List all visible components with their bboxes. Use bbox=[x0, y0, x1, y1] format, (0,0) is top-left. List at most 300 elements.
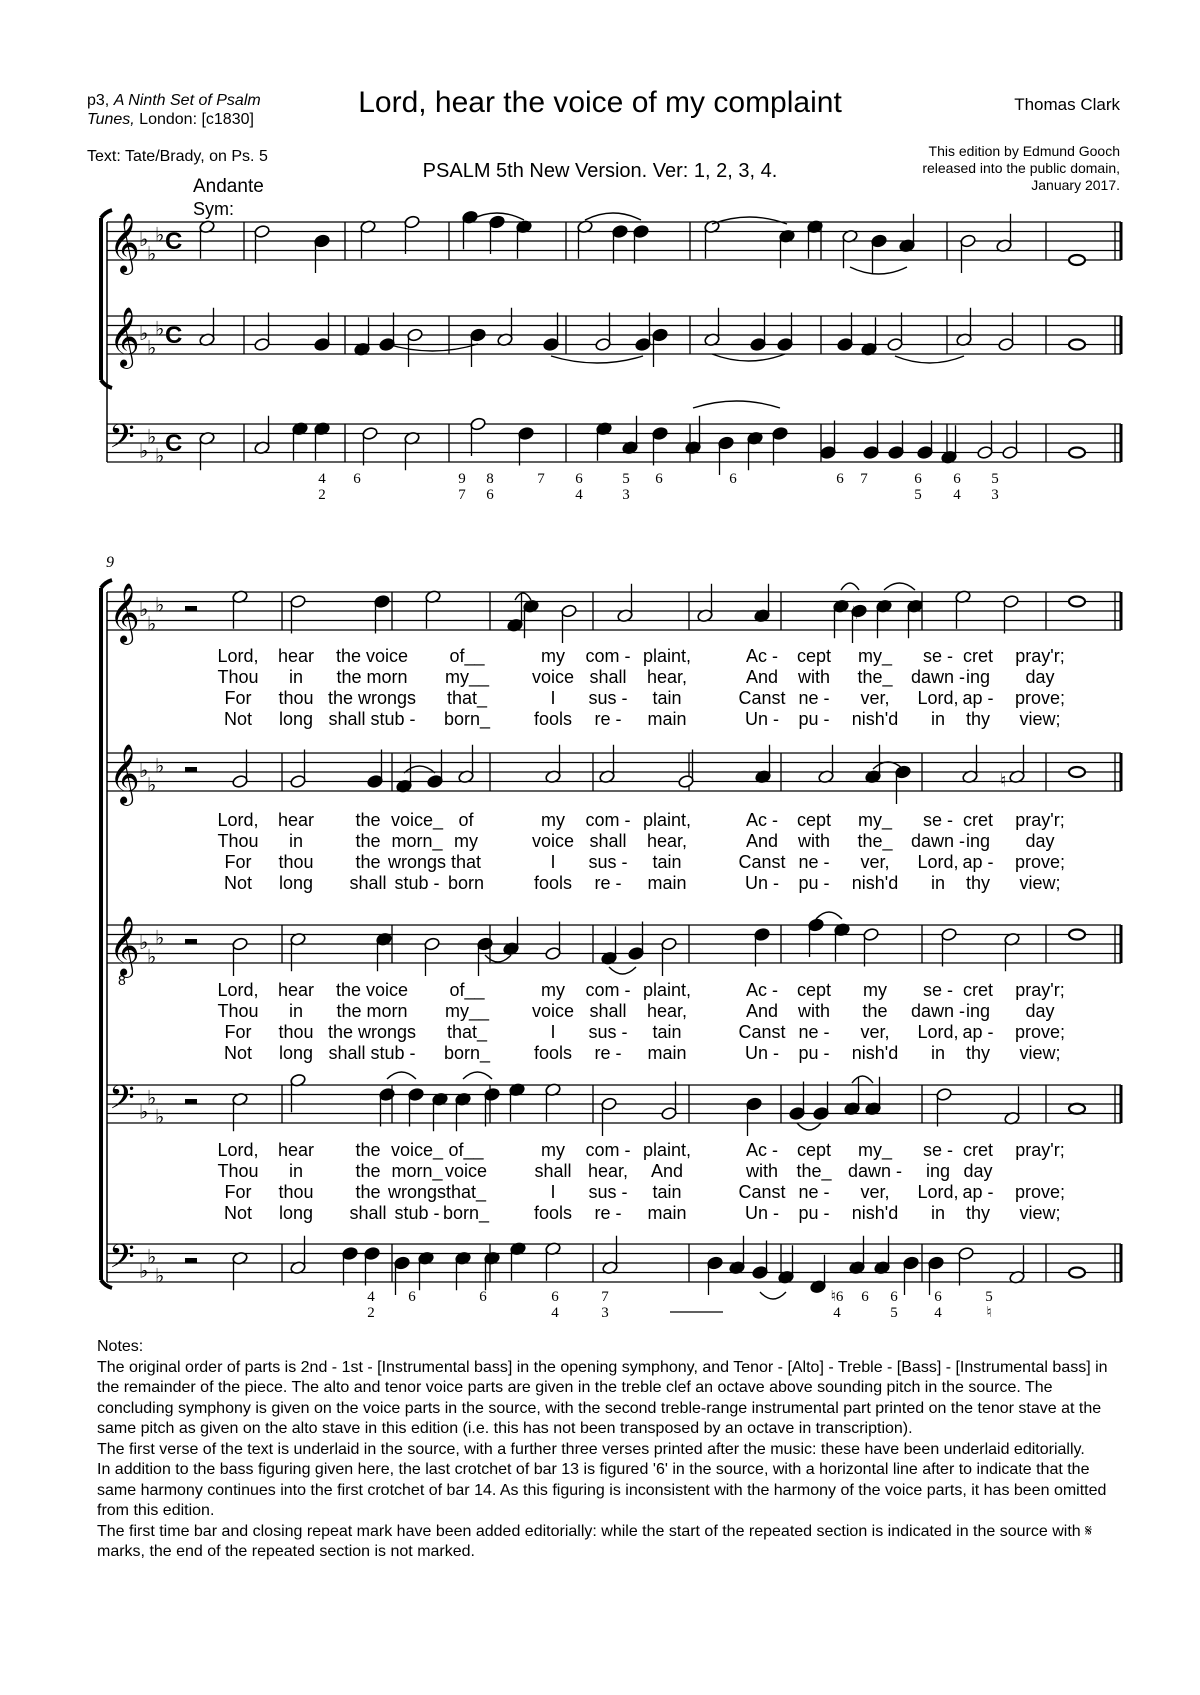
lyric-alto-verse4: thy bbox=[965, 873, 991, 893]
figured-bass-figure: 5 bbox=[622, 471, 630, 487]
lyric-bass-verse1: cret bbox=[962, 1140, 994, 1160]
lyric-bass-verse4: born_ bbox=[442, 1203, 490, 1223]
lyric-alto-verse2: in bbox=[288, 831, 304, 851]
lyric-tenor-verse2: day bbox=[1025, 667, 1055, 687]
lyric-treble-verse4: nish'd bbox=[851, 1043, 899, 1063]
editorial-notes bbox=[97, 1337, 1117, 1563]
treble-clef-icon: 𝄞 bbox=[109, 584, 140, 642]
notes-paragraph-1: The original order of parts is 2nd - 1st - [Instrumental bass] in the opening symphony, and Tenor - [Alto] - Treble - [Bass] - [Instrumental bass] in the remainder of the piece. The alto and tenor voice parts are given in the treble clef an octave above sounding pitch in the source. The concluding symphony is given on the voice parts in the source, with the second treble-range instrumental part printed on the tenor stave at the same pitch as given on the alto stave in this edition (i.e. this has not been transposed by an octave in transcription). bbox=[97, 1358, 1108, 1437]
lyric-alto-verse2: with bbox=[797, 831, 831, 851]
flat-sign-icon: ♭ bbox=[155, 318, 165, 341]
flat-sign-icon: ♭ bbox=[147, 1087, 157, 1110]
slur bbox=[760, 1292, 786, 1299]
lyric-alto-verse1: se - bbox=[922, 810, 954, 830]
lyric-alto-verse3: ne - bbox=[798, 852, 830, 872]
lyric-alto-verse1: pray'r; bbox=[1015, 810, 1065, 830]
lyric-tenor-verse1: hear bbox=[277, 646, 315, 666]
whole-note bbox=[1069, 1268, 1085, 1278]
lyric-treble-verse2: in bbox=[288, 1001, 304, 1021]
lyric-treble-verse2: And bbox=[745, 1001, 779, 1021]
notes-paragraph-4b: marks, the end of the repeated section is not marked. bbox=[97, 1543, 475, 1560]
lyric-tenor-verse3: ap - bbox=[962, 688, 994, 708]
bass-clef-icon: 𝄢 bbox=[109, 419, 135, 463]
lyric-tenor-verse1: plaint, bbox=[642, 646, 692, 666]
lyric-tenor-verse2: in bbox=[288, 667, 304, 687]
note-head bbox=[678, 774, 695, 788]
flat-sign-icon: ♭ bbox=[155, 927, 165, 950]
lyric-bass-verse4: stub - bbox=[394, 1203, 440, 1223]
figured-bass-figure: 3 bbox=[601, 1305, 609, 1321]
note-head bbox=[367, 774, 384, 788]
flat-sign-icon: ♭ bbox=[147, 243, 157, 266]
lyric-bass-verse3: wrongs bbox=[387, 1182, 447, 1202]
lyric-bass-verse2: the_ bbox=[796, 1161, 832, 1181]
figured-bass-figure: 5 bbox=[991, 471, 999, 487]
slur bbox=[850, 267, 907, 274]
lyric-tenor-verse1: my bbox=[541, 646, 565, 666]
source-title-part1: A Ninth Set of Psalm bbox=[113, 92, 261, 109]
figured-bass-figure: 6 bbox=[953, 471, 961, 487]
lyric-treble-verse2: the bbox=[862, 1001, 888, 1021]
lyric-treble-verse2: hear, bbox=[646, 1001, 688, 1021]
lyric-bass-verse3: thou bbox=[278, 1182, 314, 1202]
lyric-alto-verse3: that bbox=[450, 852, 482, 872]
notes-paragraph-4a: The first time bar and closing repeat mark have been added editorially: while the start of the repeated section is indicated in the source with bbox=[97, 1522, 1086, 1540]
lyric-tenor-verse3: Lord, bbox=[917, 688, 959, 708]
lyric-alto-verse2: hear, bbox=[646, 831, 688, 851]
lyric-treble-verse3: Lord, bbox=[917, 1022, 959, 1042]
flat-sign-icon: ♭ bbox=[139, 599, 149, 621]
note-head bbox=[936, 1087, 953, 1101]
lyric-bass-verse1: plaint, bbox=[642, 1140, 692, 1160]
lyric-tenor-verse1: of__ bbox=[449, 646, 485, 666]
lyric-alto-verse3: sus - bbox=[588, 852, 628, 872]
edition-line-1: This edition by Edmund Gooch bbox=[928, 143, 1120, 159]
figured-bass-figure: 6 bbox=[934, 1289, 942, 1305]
note-head bbox=[232, 774, 249, 788]
note-head bbox=[342, 1246, 359, 1260]
lyric-treble-verse1: com - bbox=[585, 980, 631, 1000]
note-head bbox=[871, 234, 888, 248]
flat-sign-icon: ♭ bbox=[139, 1260, 149, 1283]
whole-note bbox=[1069, 597, 1085, 607]
lyric-tenor-verse1: Lord, bbox=[217, 646, 259, 666]
note-head bbox=[903, 1256, 920, 1270]
lyric-treble-verse4: long bbox=[278, 1043, 314, 1063]
figured-bass-figure: 4 bbox=[833, 1305, 841, 1321]
lyric-bass-verse1: voice_ bbox=[390, 1140, 444, 1160]
lyric-bass-verse4: main bbox=[647, 1203, 687, 1223]
lyric-treble-verse2: Thou bbox=[217, 1001, 259, 1021]
lyric-bass-verse1: the bbox=[355, 1140, 381, 1160]
source-place: London: [c1830] bbox=[134, 111, 254, 128]
note-head bbox=[750, 337, 767, 351]
lyric-alto-verse4: view; bbox=[1019, 873, 1061, 893]
figured-bass-figure: 5 bbox=[985, 1289, 993, 1305]
note-head bbox=[887, 337, 904, 351]
figured-bass-figure: 5 bbox=[914, 487, 922, 503]
lyric-bass-verse2: And bbox=[650, 1161, 684, 1181]
edition-line-3: January 2017. bbox=[1031, 177, 1120, 193]
lyric-bass-verse2: the bbox=[355, 1161, 381, 1181]
lyric-alto-verse1: my bbox=[541, 810, 565, 830]
lyric-treble-verse3: prove; bbox=[1014, 1022, 1066, 1042]
lyric-treble-verse3: ne - bbox=[798, 1022, 830, 1042]
note-head bbox=[374, 594, 391, 608]
lyric-tenor-verse2: ing bbox=[965, 667, 991, 687]
flat-sign-icon: ♭ bbox=[147, 946, 157, 969]
lyric-treble-verse3: the wrongs bbox=[327, 1022, 417, 1042]
lyric-treble-verse2: my__ bbox=[444, 1001, 490, 1021]
lyric-tenor-verse3: prove; bbox=[1014, 688, 1066, 708]
lyric-alto-verse2: Thou bbox=[217, 831, 259, 851]
notes-paragraph-2: The first verse of the text is underlaid in the source, with a further three verses printed after the music: these have been underlaid editorially. bbox=[97, 1440, 1085, 1458]
lyric-bass-verse4: Not bbox=[223, 1203, 253, 1223]
lyric-treble-verse1: Lord, bbox=[217, 980, 259, 1000]
lyric-alto-verse2: morn_ bbox=[391, 831, 443, 851]
note-head bbox=[470, 417, 487, 431]
figured-bass-figure: 7 bbox=[601, 1289, 609, 1305]
note-head bbox=[561, 604, 578, 618]
slur bbox=[895, 356, 964, 363]
lyric-tenor-verse3: sus - bbox=[588, 688, 628, 708]
whole-note bbox=[1069, 340, 1085, 350]
lyric-tenor-verse2: hear, bbox=[646, 667, 688, 687]
slur bbox=[485, 955, 511, 962]
common-time-icon: C bbox=[165, 322, 183, 349]
lyric-tenor-verse4: Not bbox=[223, 709, 253, 729]
lyric-bass-verse1: my_ bbox=[857, 1140, 893, 1160]
slur bbox=[852, 1076, 873, 1083]
lyric-alto-verse1: cret bbox=[962, 810, 994, 830]
flat-sign-icon: ♭ bbox=[147, 426, 157, 449]
figured-bass-figure: 3 bbox=[622, 487, 630, 503]
note-head bbox=[998, 337, 1015, 351]
lyric-treble-verse4: Not bbox=[223, 1043, 253, 1063]
lyric-tenor-verse4: Un - bbox=[744, 709, 780, 729]
notes-paragraph-3: In addition to the bass figuring given here, the last crotchet of bar 13 is figured '6' in the source, with a horizontal line after to indicate that the same harmony continues into the first crotchet of bar 14. As this figuring is inconsistent with the harmony of the voice parts, it has been omitted from this edition. bbox=[97, 1461, 1107, 1519]
figured-bass-figure: 8 bbox=[486, 471, 494, 487]
lyric-alto-verse4: fools bbox=[533, 873, 573, 893]
note-head bbox=[863, 445, 880, 459]
figured-bass-figure: 6 bbox=[551, 1289, 559, 1305]
figured-bass-figure: 2 bbox=[367, 1305, 375, 1321]
lyric-tenor-verse3: Canst bbox=[738, 688, 786, 708]
psalm-subtitle: PSALM 5th New Version. Ver: 1, 2, 3, 4. bbox=[422, 160, 778, 182]
lyric-bass-verse2: ing bbox=[925, 1161, 951, 1181]
lyric-treble-verse1: cret bbox=[962, 980, 994, 1000]
lyric-bass-verse2: morn_ bbox=[391, 1161, 443, 1181]
flat-sign-icon: ♭ bbox=[139, 760, 149, 782]
lyric-tenor-verse3: the wrongs bbox=[327, 688, 417, 708]
flat-sign-icon: ♭ bbox=[147, 613, 157, 636]
note-head bbox=[895, 765, 912, 779]
figured-bass-figure: 6 bbox=[836, 471, 844, 487]
lyric-treble-verse4: in bbox=[930, 1043, 946, 1063]
note-head bbox=[545, 946, 562, 960]
lyric-tenor-verse1: cret bbox=[962, 646, 994, 666]
lyric-tenor-verse2: Thou bbox=[217, 667, 259, 687]
slur bbox=[609, 967, 636, 974]
lyric-treble-verse4: main bbox=[647, 1043, 687, 1063]
note-head bbox=[254, 337, 271, 351]
lyric-alto-verse1: Lord, bbox=[217, 810, 259, 830]
natural-sign-icon: ♮ bbox=[852, 602, 859, 623]
lyric-treble-verse4: fools bbox=[533, 1043, 573, 1063]
lyric-tenor-verse3: For bbox=[224, 688, 252, 708]
lyric-treble-verse2: day bbox=[1025, 1001, 1055, 1021]
half-rest-icon bbox=[185, 606, 197, 611]
lyric-alto-verse1: voice_ bbox=[390, 810, 444, 830]
slur bbox=[551, 356, 643, 363]
whole-note bbox=[1069, 930, 1085, 940]
lyric-treble-verse4: thy bbox=[965, 1043, 991, 1063]
note-head bbox=[707, 1256, 724, 1270]
lyric-bass-verse1: pray'r; bbox=[1015, 1140, 1065, 1160]
note-head bbox=[837, 337, 854, 351]
note-head bbox=[394, 1256, 411, 1270]
lyric-tenor-verse2: And bbox=[745, 667, 779, 687]
lyric-alto-verse4: Not bbox=[223, 873, 253, 893]
lyric-tenor-verse2: with bbox=[797, 667, 831, 687]
lyric-treble-verse2: with bbox=[797, 1001, 831, 1021]
half-rest-icon bbox=[185, 939, 197, 944]
figured-bass-figure: 4 bbox=[551, 1305, 559, 1321]
flat-sign-icon: ♭ bbox=[155, 224, 165, 247]
lyric-bass-verse1: Ac - bbox=[745, 1140, 779, 1160]
note-head bbox=[601, 1097, 618, 1111]
note-head bbox=[595, 337, 612, 351]
lyric-tenor-verse2: dawn - bbox=[910, 667, 966, 687]
figured-bass-figure: 6 bbox=[353, 471, 361, 487]
page-title: Lord, hear the voice of my complaint bbox=[358, 86, 842, 119]
lyric-alto-verse3: prove; bbox=[1014, 852, 1066, 872]
lyric-bass-verse3: ap - bbox=[962, 1182, 994, 1202]
lyric-alto-verse4: long bbox=[278, 873, 314, 893]
slur bbox=[712, 217, 787, 224]
note-head bbox=[813, 1106, 830, 1120]
lyric-bass-verse4: long bbox=[278, 1203, 314, 1223]
octave-treble-mark: 8 bbox=[118, 972, 126, 988]
lyric-alto-verse4: in bbox=[930, 873, 946, 893]
lyric-bass-verse2: shall bbox=[534, 1161, 572, 1181]
lyric-bass-verse3: For bbox=[224, 1182, 252, 1202]
lyric-bass-verse3: the bbox=[355, 1182, 381, 1202]
figured-bass-figure: 6 bbox=[729, 471, 737, 487]
lyric-treble-verse2: ing bbox=[965, 1001, 991, 1021]
note-head bbox=[772, 426, 789, 440]
treble-clef-icon: 𝄞 bbox=[109, 745, 140, 803]
note-head bbox=[960, 234, 977, 248]
figured-bass-figure: 7 bbox=[860, 471, 868, 487]
lyric-treble-verse3: I bbox=[550, 1022, 556, 1042]
lyric-alto-verse3: I bbox=[550, 852, 556, 872]
lyric-alto-verse3: ap - bbox=[962, 852, 994, 872]
note-head bbox=[752, 1265, 769, 1279]
lyric-alto-verse4: shall bbox=[349, 873, 387, 893]
lyric-alto-verse2: the bbox=[355, 831, 381, 851]
text-source: Text: Tate/Brady, on Ps. 5 bbox=[87, 148, 268, 165]
half-rest-icon bbox=[185, 1099, 197, 1104]
figured-bass-figure: 4 bbox=[934, 1305, 942, 1321]
lyric-bass-verse1: com - bbox=[585, 1140, 631, 1160]
flat-sign-icon: ♭ bbox=[155, 755, 165, 778]
lyric-tenor-verse2: the morn bbox=[336, 667, 408, 687]
flat-sign-icon: ♭ bbox=[155, 594, 165, 617]
note-head bbox=[661, 937, 678, 951]
figured-bass-figure: 6 bbox=[479, 1289, 487, 1305]
lyric-tenor-verse1: Ac - bbox=[745, 646, 779, 666]
flat-sign-icon: ♭ bbox=[155, 445, 165, 468]
treble-clef-icon: 𝄞 bbox=[109, 917, 140, 975]
lyric-bass-verse2: voice bbox=[444, 1161, 488, 1181]
lyric-treble-verse2: shall bbox=[589, 1001, 627, 1021]
lyric-alto-verse2: And bbox=[745, 831, 779, 851]
lyric-alto-verse1: my_ bbox=[857, 810, 893, 830]
lyric-alto-verse2: ing bbox=[965, 831, 991, 851]
note-head bbox=[661, 1106, 678, 1120]
lyric-alto-verse4: main bbox=[647, 873, 687, 893]
whole-note bbox=[1069, 1104, 1085, 1114]
note-head bbox=[941, 927, 958, 941]
lyric-treble-verse1: se - bbox=[922, 980, 954, 1000]
lyric-treble-verse3: sus - bbox=[588, 1022, 628, 1042]
lyric-alto-verse2: shall bbox=[589, 831, 627, 851]
note-head bbox=[635, 337, 652, 351]
note-head bbox=[1003, 594, 1020, 608]
note-head bbox=[424, 937, 441, 951]
whole-note bbox=[1069, 767, 1085, 777]
lyric-bass-verse4: nish'd bbox=[851, 1203, 899, 1223]
figured-bass-figure: 6 bbox=[655, 471, 663, 487]
figured-bass-figure: 4 bbox=[318, 471, 326, 487]
note-head bbox=[754, 927, 771, 941]
bar-number: 9 bbox=[106, 554, 114, 571]
note-head bbox=[484, 1087, 501, 1101]
slur bbox=[841, 583, 859, 590]
slur bbox=[884, 583, 915, 590]
slur bbox=[816, 912, 842, 919]
note-head bbox=[612, 224, 629, 238]
figured-bass-figure: ♮6 bbox=[830, 1289, 844, 1305]
lyric-alto-verse1: com - bbox=[585, 810, 631, 830]
lyric-bass-verse1: hear bbox=[277, 1140, 315, 1160]
lyric-treble-verse4: born_ bbox=[443, 1043, 491, 1063]
lyric-treble-verse3: For bbox=[224, 1022, 252, 1042]
lyric-bass-verse3: I bbox=[550, 1182, 556, 1202]
lyric-alto-verse1: cept bbox=[796, 810, 832, 830]
lyric-treble-verse1: cept bbox=[796, 980, 832, 1000]
note-head bbox=[477, 937, 494, 951]
lyric-alto-verse1: hear bbox=[277, 810, 315, 830]
note-head bbox=[407, 328, 424, 342]
figured-bass-figure: 6 bbox=[890, 1289, 898, 1305]
flat-sign-icon: ♭ bbox=[147, 1246, 157, 1269]
note-head bbox=[254, 224, 271, 238]
tempo-marking: Andante bbox=[193, 176, 264, 197]
note-head bbox=[820, 445, 837, 459]
note-head bbox=[958, 1246, 975, 1260]
lyric-alto-verse4: stub - bbox=[394, 873, 440, 893]
figured-bass-figure: 4 bbox=[367, 1289, 375, 1305]
lyric-alto-verse4: nish'd bbox=[851, 873, 899, 893]
lyric-tenor-verse3: I bbox=[550, 688, 556, 708]
figured-bass-figure: 6 bbox=[486, 487, 494, 503]
note-head bbox=[718, 436, 735, 450]
lyric-tenor-verse4: long bbox=[278, 709, 314, 729]
lyric-tenor-verse3: that_ bbox=[446, 688, 488, 708]
note-head bbox=[888, 445, 905, 459]
lyric-alto-verse1: plaint, bbox=[642, 810, 692, 830]
lyric-alto-verse1: Ac - bbox=[745, 810, 779, 830]
slur bbox=[712, 354, 785, 361]
note-head bbox=[314, 234, 331, 248]
lyric-treble-verse3: Canst bbox=[738, 1022, 786, 1042]
lyric-bass-verse3: ver, bbox=[860, 1182, 890, 1202]
treble-clef-icon: 𝄞 bbox=[109, 308, 140, 366]
lyric-treble-verse1: of__ bbox=[449, 980, 485, 1000]
note-head bbox=[977, 445, 994, 459]
slur bbox=[515, 593, 531, 600]
whole-note bbox=[1069, 255, 1085, 265]
slur bbox=[463, 1072, 492, 1079]
lyric-bass-verse3: Lord, bbox=[917, 1182, 959, 1202]
notes-heading: Notes: bbox=[97, 1338, 144, 1355]
lyric-alto-verse1: of bbox=[458, 810, 474, 830]
lyric-alto-verse4: Un - bbox=[744, 873, 780, 893]
lyric-bass-verse3: ne - bbox=[798, 1182, 830, 1202]
lyric-alto-verse3: Canst bbox=[738, 852, 786, 872]
lyric-treble-verse4: view; bbox=[1019, 1043, 1061, 1063]
lyric-treble-verse4: pu - bbox=[798, 1043, 830, 1063]
lyric-bass-verse4: Un - bbox=[744, 1203, 780, 1223]
lyric-bass-verse2: Thou bbox=[217, 1161, 259, 1181]
lyric-bass-verse4: re - bbox=[594, 1203, 622, 1223]
note-head bbox=[427, 774, 444, 788]
note-head bbox=[917, 445, 934, 459]
note-head bbox=[314, 337, 331, 351]
lyric-tenor-verse4: shall stub - bbox=[328, 709, 416, 729]
note-head bbox=[652, 426, 669, 440]
lyric-alto-verse3: wrongs bbox=[387, 852, 447, 872]
figured-bass-figure: 4 bbox=[953, 487, 961, 503]
figured-bass-figure: 6 bbox=[575, 471, 583, 487]
lyric-treble-verse1: hear bbox=[277, 980, 315, 1000]
lyric-treble-verse2: voice bbox=[531, 1001, 575, 1021]
lyric-bass-verse4: pu - bbox=[798, 1203, 830, 1223]
note-head bbox=[489, 215, 506, 229]
lyric-tenor-verse1: my_ bbox=[857, 646, 893, 666]
lyric-bass-verse3: that_ bbox=[445, 1182, 487, 1202]
slur bbox=[387, 1072, 416, 1079]
lyric-alto-verse1: the bbox=[355, 810, 381, 830]
lyric-tenor-verse2: shall bbox=[589, 667, 627, 687]
lyric-bass-verse4: view; bbox=[1019, 1203, 1061, 1223]
figured-bass-figure: 7 bbox=[458, 487, 466, 503]
lyric-bass-verse4: in bbox=[930, 1203, 946, 1223]
flat-sign-icon: ♭ bbox=[139, 1101, 149, 1124]
lyric-tenor-verse1: se - bbox=[922, 646, 954, 666]
lyric-alto-verse3: Lord, bbox=[917, 852, 959, 872]
lyric-alto-verse2: day bbox=[1025, 831, 1055, 851]
common-time-icon: C bbox=[165, 228, 183, 255]
lyric-bass-verse4: fools bbox=[533, 1203, 573, 1223]
lyric-treble-verse2: dawn - bbox=[910, 1001, 966, 1021]
lyric-bass-verse3: tain bbox=[652, 1182, 682, 1202]
note-head bbox=[652, 328, 669, 342]
flat-sign-icon: ♭ bbox=[147, 774, 157, 797]
note-head bbox=[543, 337, 560, 351]
